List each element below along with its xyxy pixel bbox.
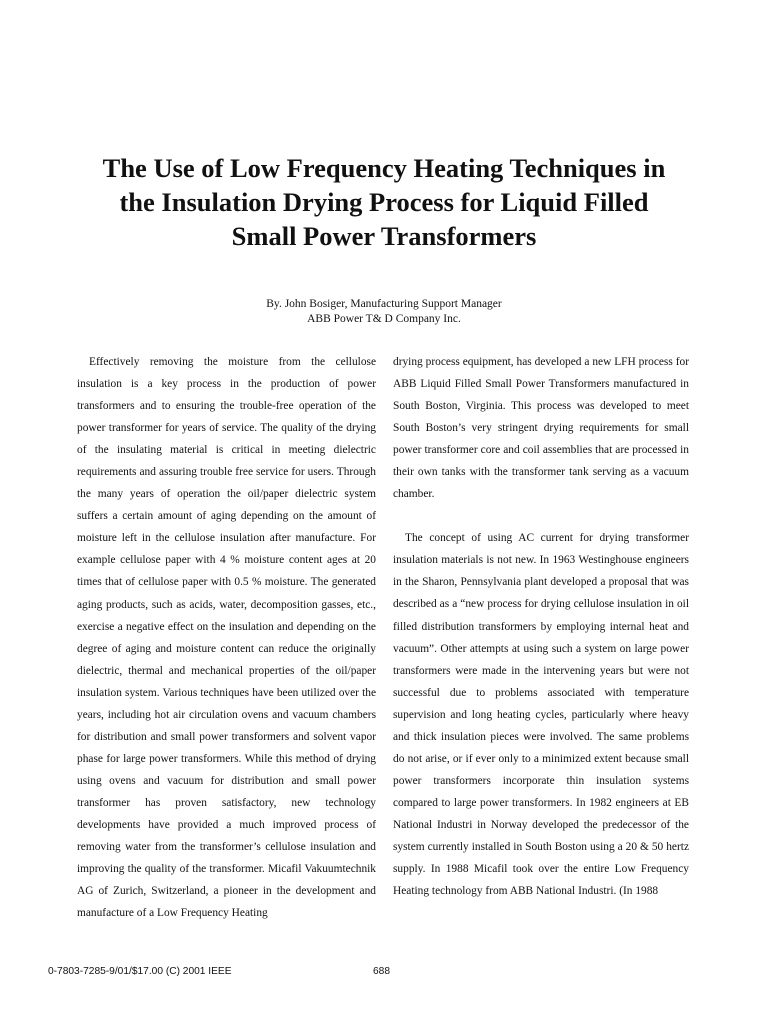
left-column xyxy=(77,351,376,924)
page-number: 688 xyxy=(373,966,390,977)
affiliation-line: ABB Power T& D Company Inc. xyxy=(307,313,461,325)
paragraph: drying process equipment, has developed a new LFH process for ABB Liquid Filled Small Power Transformers manufactured in South Boston, Virginia. This process was developed to meet South Boston’s very stringent drying requirements for small power transformer core and coil assemblies that are processed in their own tanks with the transformer tank serving as a vacuum chamber. xyxy=(393,356,689,501)
footer-identifier: 0-7803-7285-9/01/$17.00 (C) 2001 IEEE xyxy=(48,966,232,977)
title-line: Small Power Transformers xyxy=(231,221,537,251)
paragraph: Effectively removing the moisture from the cellulose insulation is a key process in the production of power transformers and to ensuring the trouble-free operation of the power transformer for years of service. The quality of the drying of the insulating material is critical in meeting dielectric requirements and assuring trouble free service for users. Through the many years of operation the oil/paper dielectric system suffers a certain amount of aging depending on the amount of moisture left in the cellulose insulation after manufacture. For example cellulose paper with 4 % moisture content ages at 20 times that of cellulose paper with 0.5 % moisture. The generated aging products, such as acids, water, decomposition gasses, etc., exercise a negative effect on the insulation and depending on the degree of aging and moisture content can reduce the originally dielectric, thermal and mechanical properties of the oil/paper insulation system. Various techniques have been utilized over the years, including hot air circulation ovens and vacuum chambers for distribution and small power transformers and solvent vapor phase for large power transformers. While this method of drying using ovens and vacuum for distribution and small power transformer has proven satisfactory, new technology developments have provided a much improved process of removing water from the transformer’s cellulose insulation and improving the quality of the transformer. Micafil Vakuumtechnik AG of Zurich, Switzerland, a pioneer in the development and manufacture of a Low Frequency Heating xyxy=(77,356,376,920)
title-line: the Insulation Drying Process for Liquid Filled xyxy=(119,187,649,217)
title-line: The Use of Low Frequency Heating Techniques in xyxy=(102,153,666,183)
paper-title xyxy=(40,151,728,253)
author-byline xyxy=(0,297,768,327)
paragraph: The concept of using AC current for drying transformer insulation materials is not new. In 1963 Westinghouse engineers in the Sharon, Pennsylvania plant developed a proposal that was described as a “new process for drying cellulose insulation in oil filled distribution transformers by employing internal heat and vacuum”. Other attempts at using such a system on large power transformers were made in the intervening years but were not successful due to problems associated with temperature supervision and long heating cycles, particularly where heavy and thick insulation pieces were involved. The same problems do not arise, or if ever only to a minimized extent because small power transformers incorporate thin insulation systems compared to large power transformers. In 1982 engineers at EB National Industri in Norway developed the predecessor of the system currently installed in South Boston using a 20 & 50 hertz supply. In 1988 Micafil took over the entire Low Frequency Heating technology from ABB National Industri. (In 1988 xyxy=(393,532,689,898)
author-line: By. John Bosiger, Manufacturing Support Manager xyxy=(266,298,502,310)
right-column xyxy=(393,351,689,902)
